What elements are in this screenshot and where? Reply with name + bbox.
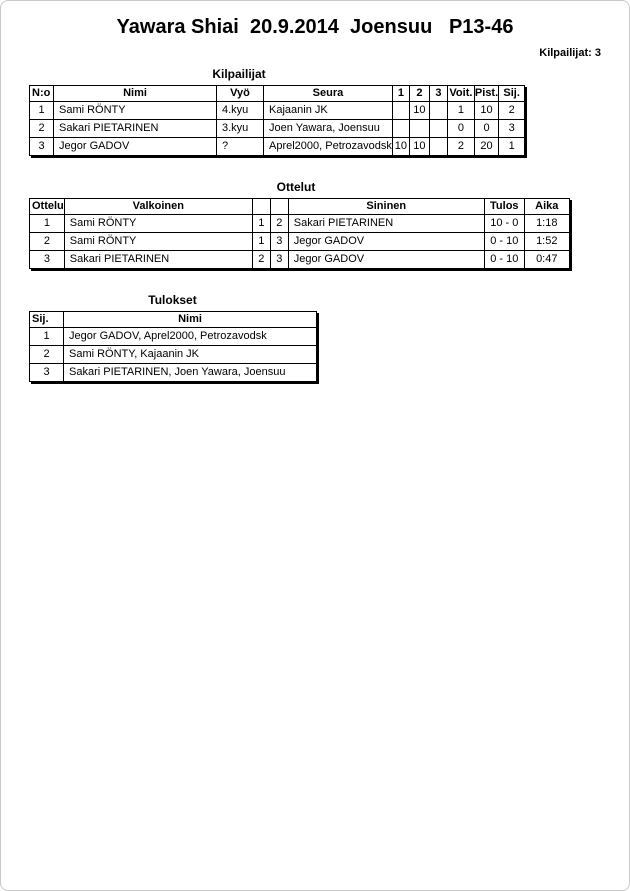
col-header-pist: Pist. (474, 86, 498, 102)
cell-seura: Joen Yawara, Joensuu (264, 120, 393, 138)
cell-blue-no: 2 (270, 215, 288, 233)
col-header-aika: Aika (524, 199, 569, 215)
table-row (30, 120, 525, 138)
cell-white-no: 2 (252, 251, 270, 269)
table-row (30, 138, 525, 156)
cell-round3 (429, 102, 447, 120)
cell-no: 3 (30, 138, 54, 156)
col-header-round2: 2 (409, 86, 429, 102)
cell-valkoinen: Sakari PIETARINEN (64, 251, 252, 269)
cell-voit: 0 (447, 120, 474, 138)
tulokset-heading: Tulokset (148, 293, 197, 307)
col-header-nimi: Nimi (54, 86, 217, 102)
col-header-valkoinen: Valkoinen (64, 199, 252, 215)
page-title: Yawara Shiai 20.9.2014 Joensuu P13-46 (116, 16, 514, 38)
table-row (30, 251, 570, 269)
col-header-voit: Voit. (447, 86, 474, 102)
cell-valkoinen: Sami RÖNTY (64, 233, 252, 251)
cell-pist: 10 (474, 102, 498, 120)
cell-nimi: Sakari PIETARINEN (54, 120, 217, 138)
col-header-ottelu: Ottelu (30, 199, 65, 215)
cell-match-no: 3 (30, 251, 65, 269)
col-header-empty (270, 199, 288, 215)
cell-tulos: 0 - 10 (484, 233, 524, 251)
cell-sininen: Jegor GADOV (288, 233, 484, 251)
cell-blue-no: 3 (270, 233, 288, 251)
competitors-count: Kilpailijat: 3 (539, 47, 601, 59)
cell-pist: 20 (474, 138, 498, 156)
cell-no: 1 (30, 102, 54, 120)
cell-match-no: 1 (30, 215, 65, 233)
table-row (30, 364, 317, 382)
cell-round3 (429, 138, 447, 156)
cell-voit: 1 (447, 102, 474, 120)
cell-round2: 10 (409, 102, 429, 120)
col-header-tulos: Tulos (484, 199, 524, 215)
col-header-sij: Sij. (499, 86, 525, 102)
cell-vyo: ? (217, 138, 264, 156)
table-header-row (30, 199, 570, 215)
col-header-sininen: Sininen (288, 199, 484, 215)
cell-white-no: 1 (252, 215, 270, 233)
table-row (30, 215, 570, 233)
cell-round3 (429, 120, 447, 138)
table-header-row (30, 86, 525, 102)
col-header-nimi: Nimi (64, 312, 317, 328)
cell-nimi: Sakari PIETARINEN, Joen Yawara, Joensuu (64, 364, 317, 382)
cell-sij: 1 (499, 138, 525, 156)
cell-round1: 10 (392, 138, 409, 156)
cell-sij: 3 (30, 364, 64, 382)
col-header-round1: 1 (392, 86, 409, 102)
col-header-sij: Sij. (30, 312, 64, 328)
cell-round2 (409, 120, 429, 138)
cell-tulos: 0 - 10 (484, 251, 524, 269)
tulokset-table (29, 311, 317, 382)
cell-seura: Aprel2000, Petrozavodsk (264, 138, 393, 156)
table-row (30, 233, 570, 251)
cell-nimi: Jegor GADOV, Aprel2000, Petrozavodsk (64, 328, 317, 346)
cell-round1 (392, 120, 409, 138)
cell-vyo: 3.kyu (217, 120, 264, 138)
table-row (30, 328, 317, 346)
table-header-row (30, 312, 317, 328)
cell-pist: 0 (474, 120, 498, 138)
table-row (30, 102, 525, 120)
cell-sij: 3 (499, 120, 525, 138)
col-header-seura: Seura (264, 86, 393, 102)
cell-tulos: 10 - 0 (484, 215, 524, 233)
cell-aika: 1:18 (524, 215, 569, 233)
table-row (30, 346, 317, 364)
kilpailijat-heading: Kilpailijat (212, 67, 266, 81)
cell-sij: 2 (499, 102, 525, 120)
cell-voit: 2 (447, 138, 474, 156)
cell-nimi: Sami RÖNTY, Kajaanin JK (64, 346, 317, 364)
cell-sij: 1 (30, 328, 64, 346)
cell-match-no: 2 (30, 233, 65, 251)
cell-seura: Kajaanin JK (264, 102, 393, 120)
cell-nimi: Sami RÖNTY (54, 102, 217, 120)
cell-vyo: 4.kyu (217, 102, 264, 120)
cell-round1 (392, 102, 409, 120)
cell-round2: 10 (409, 138, 429, 156)
cell-aika: 0:47 (524, 251, 569, 269)
col-header-round3: 3 (429, 86, 447, 102)
cell-sij: 2 (30, 346, 64, 364)
cell-valkoinen: Sami RÖNTY (64, 215, 252, 233)
cell-white-no: 1 (252, 233, 270, 251)
cell-sininen: Sakari PIETARINEN (288, 215, 484, 233)
col-header-vyo: Vyö (217, 86, 264, 102)
kilpailijat-table (29, 85, 525, 156)
cell-nimi: Jegor GADOV (54, 138, 217, 156)
ottelut-heading: Ottelut (276, 180, 316, 194)
cell-blue-no: 3 (270, 251, 288, 269)
col-header-no: N:o (30, 86, 54, 102)
ottelut-table (29, 198, 570, 269)
cell-aika: 1:52 (524, 233, 569, 251)
col-header-empty (252, 199, 270, 215)
cell-sininen: Jegor GADOV (288, 251, 484, 269)
cell-no: 2 (30, 120, 54, 138)
